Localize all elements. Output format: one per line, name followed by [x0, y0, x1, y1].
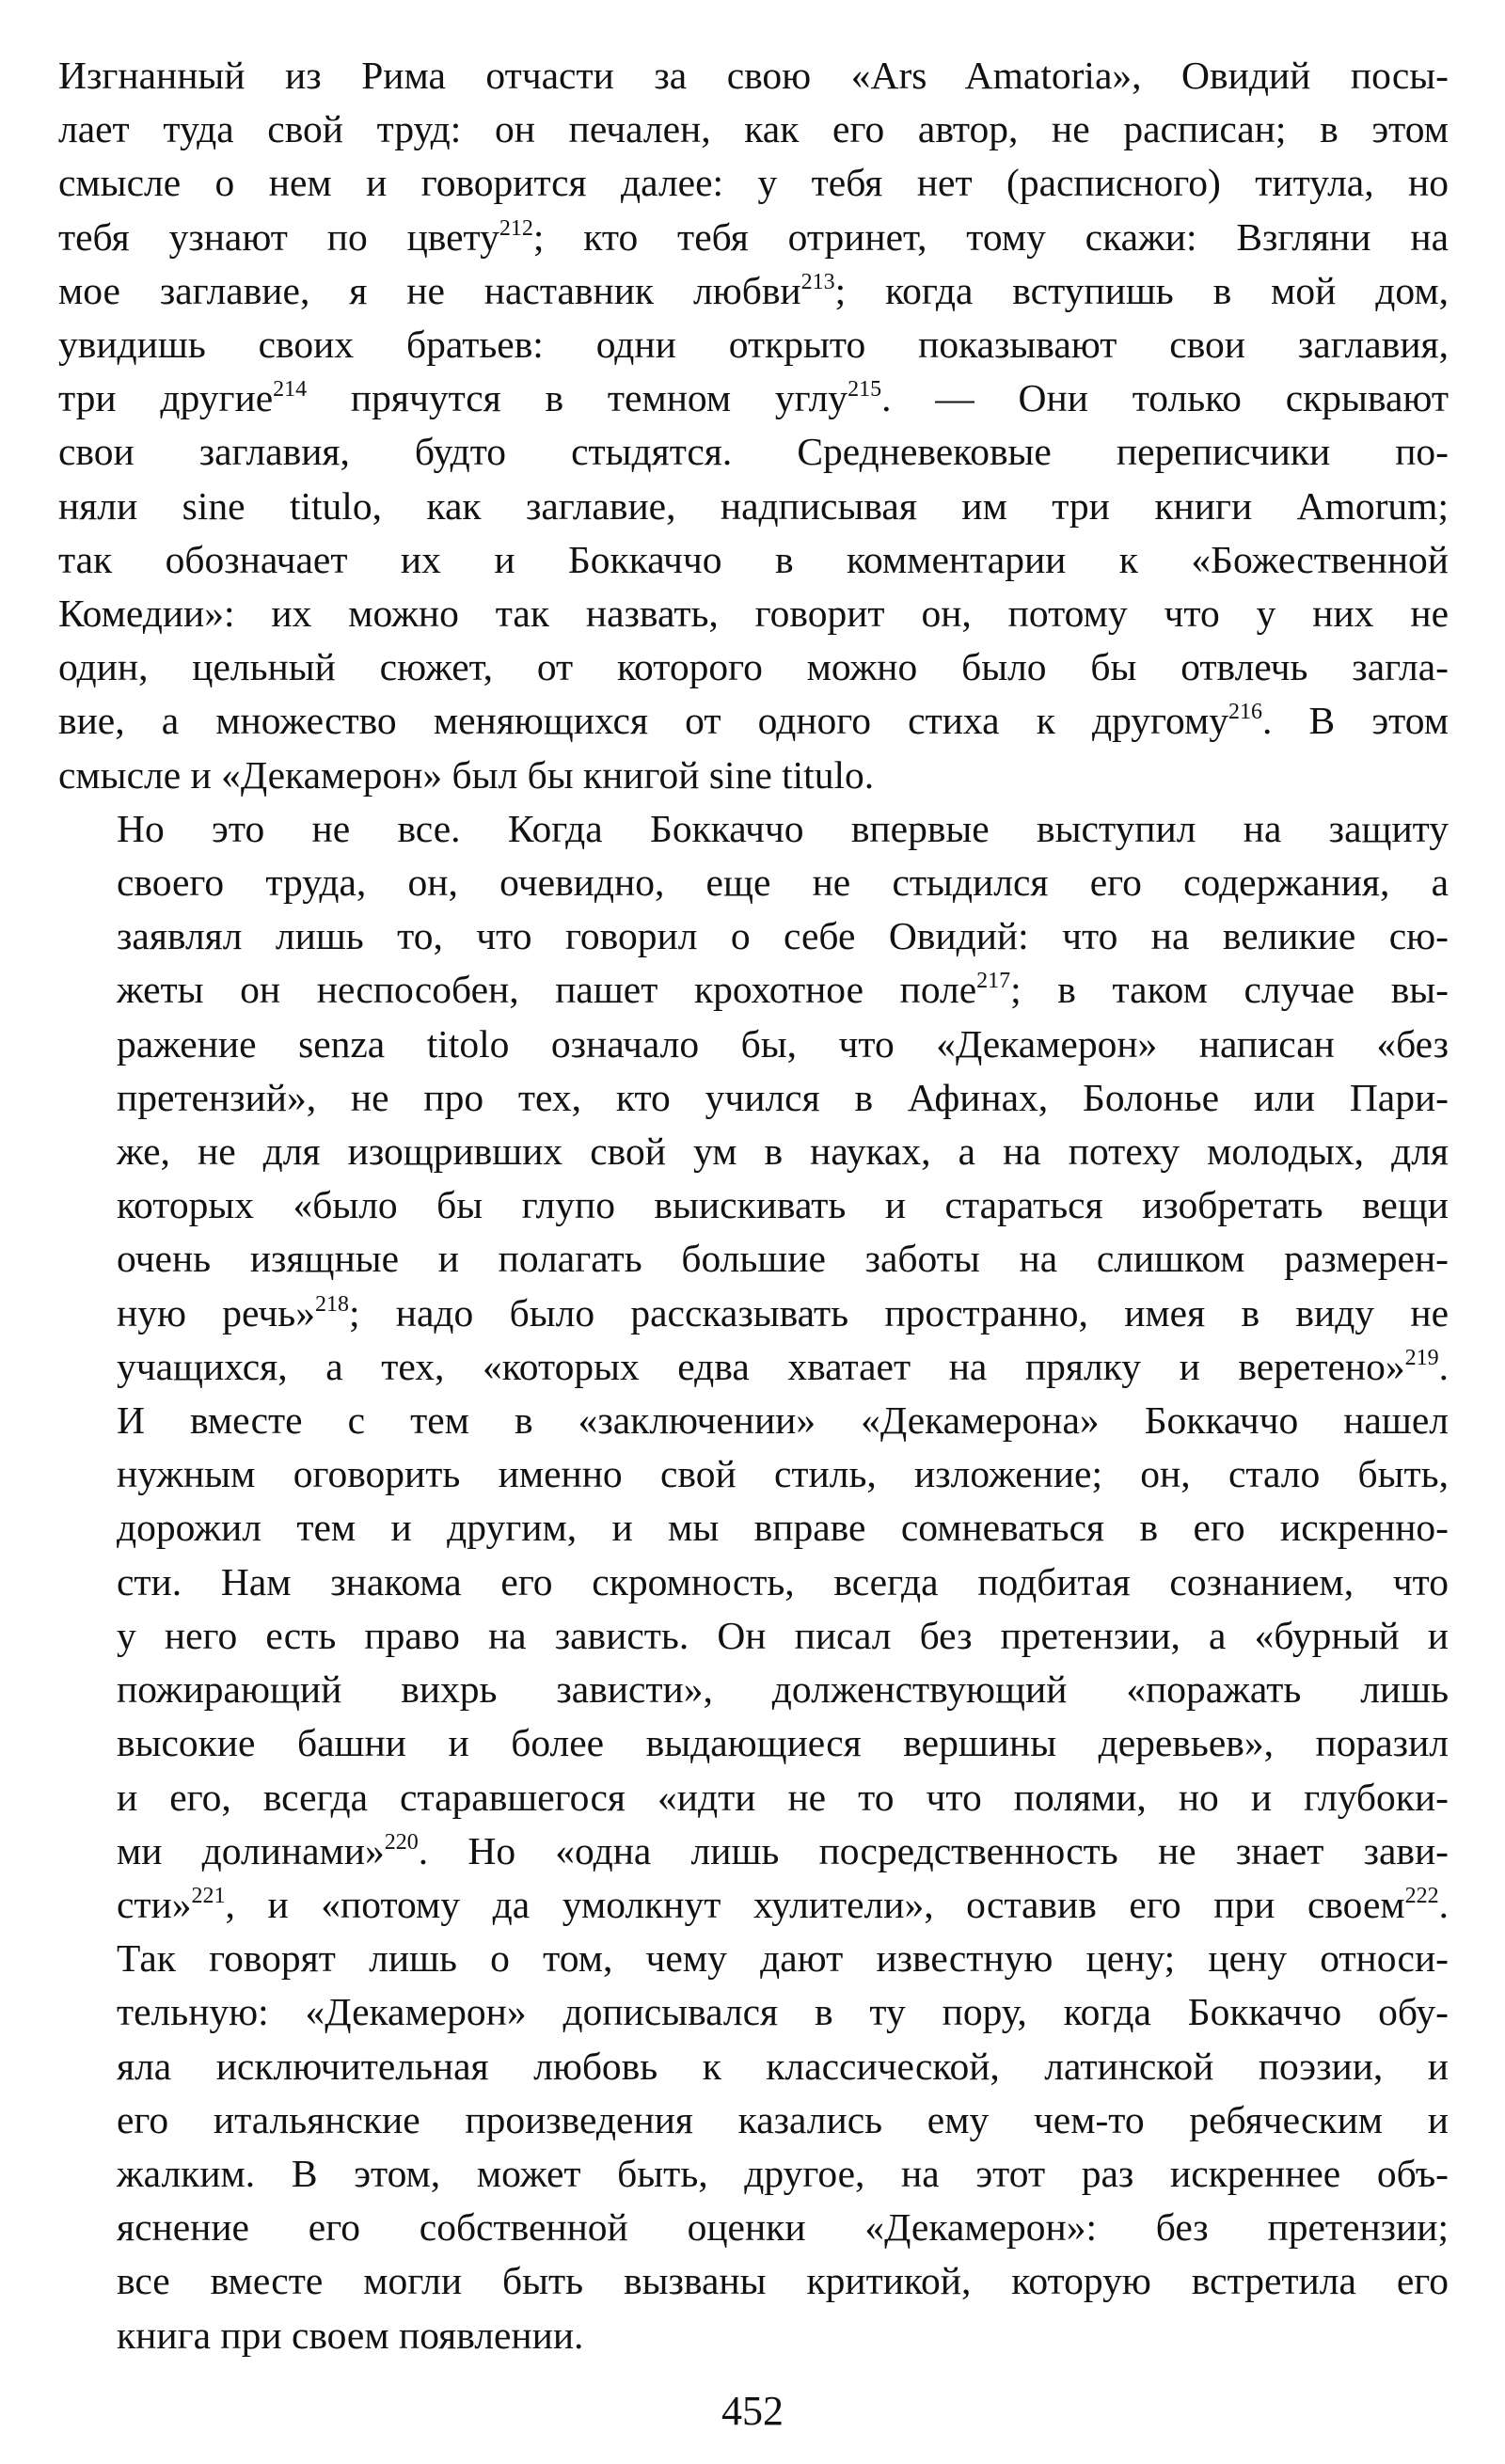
text-segment: книга при своем появлении.	[117, 2313, 584, 2357]
text-line	[58, 2093, 1449, 2147]
text-segment: смысле и «Декамерон» был бы книгой sine titulo.	[58, 752, 875, 797]
text-segment: тебя узнают по цвету	[58, 214, 499, 259]
text-line	[58, 1609, 1449, 1663]
text-line	[58, 1287, 1449, 1340]
text-segment: его итальянские произведения казались ему чем-то ребяческим и	[117, 2097, 1449, 2141]
text-line	[58, 963, 1449, 1017]
text-line	[58, 1878, 1449, 1932]
text-segment: ; надо было рассказывать пространно, имея в виду не	[348, 1290, 1449, 1335]
text-segment: учащихся, а тех, «которых едва хватает на прялку и веретено»	[117, 1344, 1405, 1388]
text-line	[58, 2147, 1449, 2201]
text-segment: своего труда, он, очевидно, еще не стыдился его содержания, а	[117, 861, 1449, 905]
text-segment: Так говорят лишь о том, чему дают известную цену; цену относи-	[117, 1936, 1449, 1981]
text-line	[58, 1394, 1449, 1447]
text-segment: прячутся в темном углу	[307, 376, 848, 420]
text-segment: Но это не все. Когда Боккаччо впервые выступил на защиту	[117, 806, 1449, 850]
text-segment: свои заглавия, будто стыдятся. Средневековые переписчики по-	[58, 430, 1449, 474]
paragraph	[58, 49, 1449, 802]
text-segment: заявлял лишь то, что говорил о себе Овидий: что на великие сю-	[117, 914, 1449, 958]
text-segment: жеты он неспособен, пашет крохотное поле	[117, 968, 977, 1012]
text-line	[58, 1125, 1449, 1178]
text-segment: . — Они только скрывают	[881, 376, 1449, 420]
text-line	[58, 1340, 1449, 1394]
text-line	[58, 480, 1449, 533]
footnote-ref: 220	[384, 1829, 419, 1855]
text-line	[58, 1071, 1449, 1125]
text-segment: ражение senza titolo означало бы, что «Декамерон» написан «без	[117, 1021, 1449, 1066]
footnote-ref: 219	[1404, 1345, 1439, 1370]
text-segment: .	[1438, 1882, 1449, 1926]
text-line	[58, 318, 1449, 371]
text-line	[58, 587, 1449, 640]
text-segment: пожирающий вихрь зависти», долженствующий «поражать лишь	[117, 1667, 1449, 1712]
text-segment: ; когда вступишь в мой дом,	[834, 268, 1450, 312]
text-line	[58, 1771, 1449, 1824]
text-line	[58, 211, 1449, 264]
text-segment: ; в таком случае вы-	[1010, 968, 1449, 1012]
text-segment: претензий», не про тех, кто учился в Афинах, Болонье или Пари-	[117, 1075, 1449, 1119]
text-segment: лает туда свой труд: он печален, как его автор, не расписан; в этом	[58, 107, 1449, 151]
text-segment: дорожил тем и другим, и мы вправе сомневаться в его искренно-	[117, 1506, 1449, 1550]
text-segment: . В этом	[1262, 699, 1449, 743]
text-line	[58, 856, 1449, 909]
text-segment: увидишь своих братьев: одни открыто показывают свои заглавия,	[58, 323, 1449, 367]
text-segment: и его, всегда старавшегося «идти не то что полями, но и глубоки-	[117, 1775, 1449, 1819]
footnote-ref: 221	[191, 1883, 226, 1908]
text-segment: три другие	[58, 376, 274, 420]
text-line	[58, 156, 1449, 210]
text-segment: сти»	[117, 1882, 192, 1926]
text-segment: у него есть право на зависть. Он писал без претензии, а «бурный и	[117, 1613, 1449, 1657]
text-segment: так обозначает их и Боккаччо в комментарии к «Божественной	[58, 537, 1449, 581]
footnote-ref: 222	[1404, 1883, 1439, 1908]
text-line	[58, 694, 1449, 748]
text-line	[58, 103, 1449, 156]
text-line	[58, 1447, 1449, 1501]
text-line	[58, 2040, 1449, 2093]
page-number: 452	[721, 2388, 784, 2434]
text-line	[58, 425, 1449, 479]
text-segment: жалким. В этом, может быть, другое, на этот раз искреннее объ-	[117, 2151, 1449, 2195]
text-line	[58, 2254, 1449, 2308]
text-segment: ; кто тебя отринет, тому скажи: Взгляни на	[532, 214, 1449, 259]
text-segment: же, не для изощривших свой ум в науках, а на потеху молодых, для	[117, 1129, 1449, 1174]
text-line	[58, 1932, 1449, 1985]
text-segment: ми долинами»	[117, 1828, 385, 1872]
text-line	[58, 1018, 1449, 1071]
footnote-ref: 212	[499, 215, 533, 241]
text-line	[58, 1178, 1449, 1232]
text-segment: , и «потому да умолкнут хулители», оставив его при своем	[225, 1882, 1405, 1926]
footnote-ref: 218	[314, 1291, 349, 1317]
text-line	[58, 1985, 1449, 2039]
footnote-ref: 215	[848, 377, 882, 403]
text-line	[58, 371, 1449, 425]
footnote-ref: 216	[1228, 700, 1263, 725]
text-line	[58, 909, 1449, 963]
text-line	[58, 1716, 1449, 1770]
text-segment: Изгнанный из Рима отчасти за свою «Ars Amatoria», Овидий посы-	[58, 54, 1449, 97]
text-segment: сти. Нам знакома его скромность, всегда подбитая сознанием, что	[117, 1559, 1449, 1603]
text-line	[58, 802, 1449, 856]
text-line	[58, 49, 1449, 103]
text-segment: .	[1438, 1344, 1449, 1388]
text-segment: яснение его собственной оценки «Декамерон»: без претензии;	[117, 2205, 1449, 2250]
footnote-ref: 213	[800, 269, 835, 294]
text-segment: очень изящные и полагать большие заботы на слишком размерен-	[117, 1237, 1449, 1281]
text-line	[58, 749, 1449, 802]
text-segment: вие, а множество меняющихся от одного стиха к другому	[58, 699, 1229, 743]
text-line	[58, 1501, 1449, 1555]
text-segment: ную речь»	[117, 1290, 315, 1335]
text-segment: нужным оговорить именно свой стиль, изложение; он, стало быть,	[117, 1452, 1449, 1496]
page-body	[58, 49, 1449, 2362]
footnote-ref: 217	[976, 969, 1011, 994]
text-line	[58, 1663, 1449, 1716]
text-line	[58, 264, 1449, 318]
paragraph	[58, 802, 1449, 2362]
text-segment: которых «было бы глупо выискивать и стараться изобретать вещи	[117, 1183, 1449, 1227]
text-segment: И вместе с тем в «заключении» «Декамерона» Боккаччо нашел	[117, 1398, 1449, 1443]
text-segment: тельную: «Декамерон» дописывался в ту пору, когда Боккаччо обу-	[117, 1990, 1449, 2034]
text-segment: один, цельный сюжет, от которого можно было бы отвлечь загла-	[58, 645, 1449, 689]
text-line	[58, 1232, 1449, 1286]
text-line	[58, 2201, 1449, 2254]
text-segment: высокие башни и более выдающиеся вершины деревьев», поразил	[117, 1721, 1449, 1765]
text-line	[58, 533, 1449, 587]
text-line	[58, 2309, 1449, 2362]
text-line	[58, 640, 1449, 694]
text-line	[58, 1824, 1449, 1878]
text-line	[58, 1556, 1449, 1609]
text-segment: мое заглавие, я не наставник любви	[58, 268, 801, 312]
text-segment: смысле о нем и говорится далее: у тебя нет (расписного) титула, но	[58, 161, 1449, 205]
text-segment: все вместе могли быть вызваны критикой, которую встретила его	[117, 2259, 1449, 2303]
text-segment: Комедии»: их можно так назвать, говорит он, потому что у них не	[58, 592, 1449, 636]
text-segment: . Но «одна лишь посредственность не знает зави-	[418, 1828, 1450, 1872]
text-segment: няли sine titulo, как заглавие, надписывая им три книги Amorum;	[58, 483, 1449, 528]
text-segment: яла исключительная любовь к классической, латинской поэзии, и	[117, 2044, 1449, 2088]
footnote-ref: 214	[273, 377, 308, 403]
